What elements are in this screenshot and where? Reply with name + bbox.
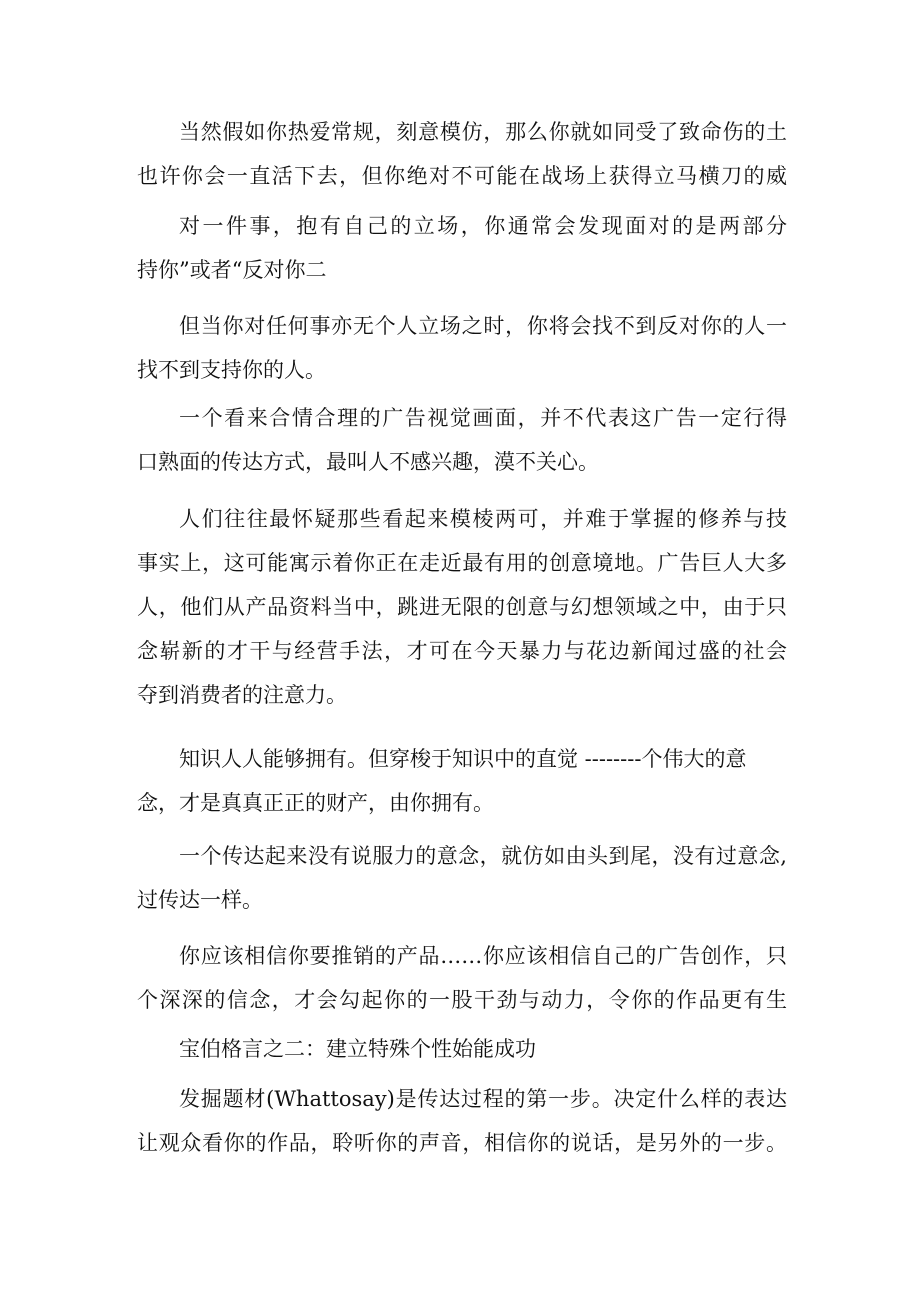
paragraph-line: 口熟面的传达方式，最叫人不感兴趣，漠不关心。 — [137, 450, 599, 474]
paragraph-2 — [137, 204, 787, 292]
paragraph-line: 一个传达起来没有说服力的意念，就仿如由头到尾，没有过意念, — [179, 844, 787, 868]
paragraph-6 — [137, 737, 787, 825]
paragraph-line: 对一件事，抱有自己的立场，你通常会发现面对的是两部分 — [179, 214, 787, 238]
paragraph-line: 事实上，这可能寓示着你正在走近最有用的创意境地。广告巨人大多 — [137, 551, 787, 575]
paragraph-7 — [137, 834, 787, 922]
paragraph-line: 宝伯格言之二：建立特殊个性始能成功 — [179, 1037, 536, 1061]
paragraph-line: 让观众看你的作品，聆听你的声音，相信你的说话，是另外的一步。 — [137, 1131, 787, 1155]
paragraph-4 — [137, 396, 787, 484]
paragraph-9 — [137, 1077, 787, 1165]
paragraph-heading-maxim-2 — [137, 1027, 787, 1071]
paragraph-line: 念崭新的才干与经营手法，才可在今天暴力与花边新闻过盛的社会 — [137, 639, 787, 663]
paragraph-3 — [137, 304, 787, 392]
paragraph-line: 念，才是真真正正的财产，由你拥有。 — [137, 791, 494, 815]
paragraph-8 — [137, 934, 787, 1022]
paragraph-line: 但当你对任何事亦无个人立场之时，你将会找不到反对你的人一 — [179, 314, 787, 338]
paragraph-5 — [137, 497, 787, 717]
paragraph-line: 你应该相信你要推销的产品……你应该相信自己的广告创作，只 — [179, 944, 787, 968]
paragraph-line: 知识人人能够拥有。但穿梭于知识中的直觉 --------个伟大的意 — [179, 747, 747, 771]
paragraph-line: 过传达一样。 — [137, 888, 263, 912]
paragraph-line: 个深深的信念，才会勾起你的一股干劲与动力，令你的作品更有生 — [137, 988, 787, 1012]
paragraph-line: 持你”或者“反对你二 — [137, 258, 327, 282]
paragraph-line: 人们往往最怀疑那些看起来模棱两可，并难于掌握的修养与技 — [179, 507, 787, 531]
paragraph-line: 一个看来合情合理的广告视觉画面，并不代表这广告一定行得 — [179, 406, 787, 430]
paragraph-line: 找不到支持你的人。 — [137, 358, 326, 382]
paragraph-line: 夺到消费者的注意力。 — [137, 683, 347, 707]
paragraph-line: 发掘题材(Whattosay)是传达过程的第一步。决定什么样的表达 — [179, 1087, 787, 1111]
paragraph-line: 人，他们从产品资料当中，跳进无限的创意与幻想领域之中，由于只 — [137, 595, 787, 619]
paragraph-line: 也许你会一直活下去，但你绝对不可能在战场上获得立马横刀的威 — [137, 164, 787, 188]
paragraph-line: 当然假如你热爱常规，刻意模仿，那么你就如同受了致命伤的土 — [179, 120, 787, 144]
paragraph-1 — [137, 110, 787, 198]
